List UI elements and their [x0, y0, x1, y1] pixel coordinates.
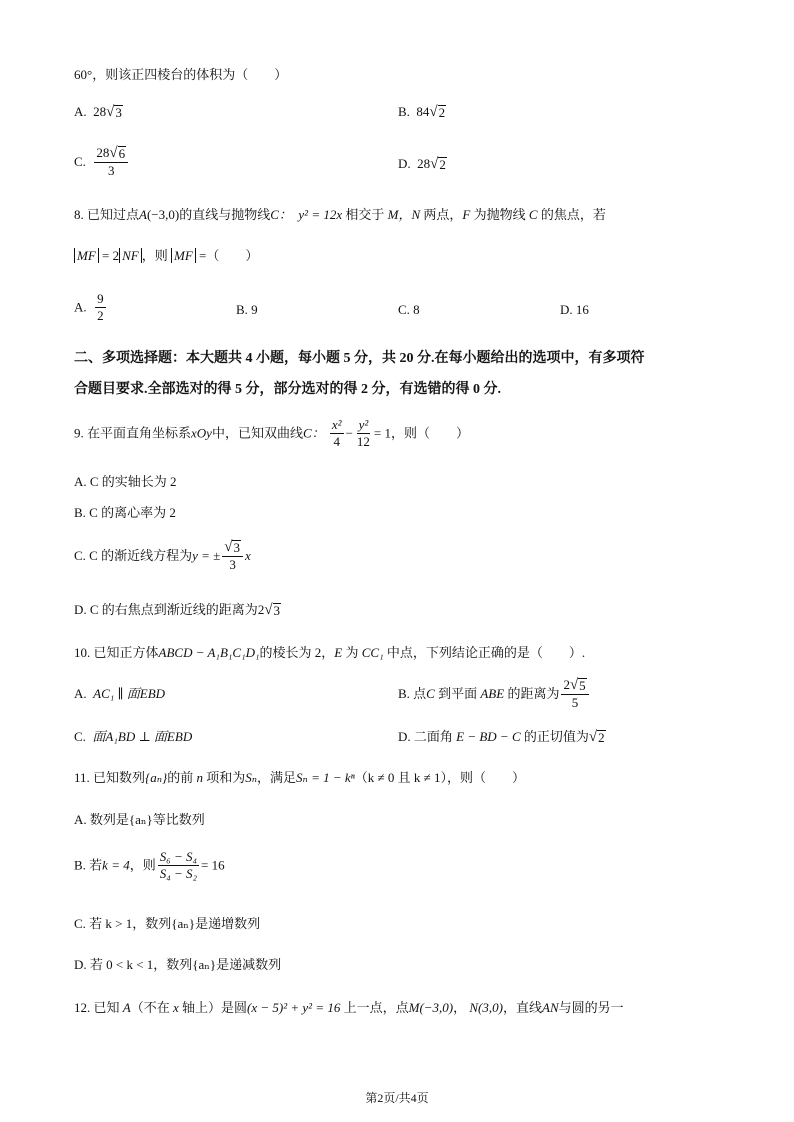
q9-option-a: A. C 的实轴长为 2 — [74, 474, 177, 489]
numerator: x² — [331, 417, 342, 432]
text: D. 二面角 — [398, 729, 453, 744]
text: 相交于 — [345, 207, 385, 222]
text: B. 点 — [398, 686, 427, 702]
math-abs: NF — [119, 248, 142, 263]
radicand: 5 — [579, 678, 586, 693]
question-number: 11. — [74, 770, 90, 785]
number: 28 — [96, 145, 110, 160]
text: 的棱长为 2， — [259, 645, 335, 660]
q11-option-d: D. 若 0 < k < 1，数列{aₙ}是递减数列 — [74, 957, 282, 972]
fraction: 28 √ 6 3 — [94, 146, 128, 178]
text: =（ ） — [199, 248, 259, 263]
text: B. 若 — [74, 857, 103, 873]
option-label: A. — [74, 104, 87, 119]
math: (−3,0) — [146, 207, 180, 222]
sqrt: √ 2 — [429, 104, 446, 120]
text: （k ≠ 0 且 k ≠ 1），则（ ） — [354, 770, 526, 785]
text: C. C 的渐近线方程为 — [74, 548, 193, 564]
q7-option-a — [74, 104, 123, 120]
text: 中点，下列结论正确的是（ ）. — [386, 645, 586, 660]
math: = 16 — [201, 857, 225, 873]
math: y² = 12x — [298, 207, 343, 222]
math: CC₁ — [361, 645, 384, 660]
text: 到平面 — [438, 686, 478, 702]
math: AN — [542, 1000, 559, 1015]
text: 轴上）是圆 — [182, 1000, 248, 1015]
math: ABCD − A₁B₁C₁D₁ — [158, 645, 260, 660]
q10-option-a — [74, 686, 165, 702]
text: 已知数列 — [93, 770, 146, 785]
text: 中，已知双曲线 — [211, 425, 303, 441]
sqrt: √ 3 — [106, 104, 122, 120]
option-label: C. — [74, 154, 86, 170]
q7-option-b — [398, 104, 446, 120]
math: N(3,0) — [469, 1000, 503, 1015]
math: x — [172, 1000, 179, 1015]
number: 2 — [563, 677, 570, 692]
numerator: 9 — [97, 291, 104, 306]
math: = 2 — [102, 248, 120, 263]
math: ABE — [480, 686, 505, 702]
radicand: 3 — [273, 603, 281, 618]
denominator: 4 — [333, 433, 340, 449]
fraction: √ 3 3 — [222, 540, 243, 572]
q9-option-d — [74, 602, 281, 618]
math: {aₙ} — [145, 770, 168, 785]
numerator: S₆ − S₄ — [159, 849, 198, 864]
math: AC₁ ∥ 面EBD — [93, 686, 166, 701]
text: 与圆的另一 — [558, 1000, 624, 1015]
math: C — [528, 207, 538, 222]
math: M，N — [387, 207, 421, 222]
radicand: 2 — [598, 730, 605, 745]
q9-option-c — [74, 540, 251, 572]
math: A — [139, 207, 147, 222]
text: 两点， — [423, 207, 463, 222]
text: D. C 的右焦点到渐近线的距离为 — [74, 602, 258, 617]
math: n — [196, 770, 203, 785]
option-label: B. — [398, 104, 410, 119]
text: （不在 — [130, 1000, 170, 1015]
math: A — [122, 1000, 131, 1015]
text: 在平面直角坐标系 — [87, 425, 192, 441]
math: (x − 5)² + y² = 16 — [247, 1000, 341, 1015]
q8-stem-line2 — [74, 248, 258, 264]
text: 为抛物线 — [473, 207, 526, 222]
denominator: 3 — [229, 557, 236, 573]
q10-option-c — [74, 729, 192, 745]
page-footer: 第2页/共4页 — [365, 1091, 429, 1105]
q10-option-b — [398, 678, 591, 710]
text: 的正切值为 — [523, 729, 589, 744]
text: 上一点，点 — [343, 1000, 409, 1015]
denominator: 2 — [97, 307, 104, 323]
number: 28 — [417, 156, 431, 171]
question-number: 8. — [74, 207, 84, 222]
section-heading-line1: 二、多项选择题：本大题共 4 小题，每小题 5 分，共 20 分.在每小题给出的选项中，有多项符 — [74, 351, 645, 366]
math: y = ± — [192, 548, 221, 564]
text: 的焦点，若 — [540, 207, 606, 222]
text: 的直线与抛物线 — [179, 207, 271, 222]
q7-option-d — [398, 156, 447, 172]
sqrt: √ 2 — [588, 729, 605, 745]
question-number: 10. — [74, 645, 91, 660]
option-label: C. — [74, 729, 86, 744]
option-label: A. — [74, 686, 87, 701]
radicand: 3 — [115, 105, 122, 120]
math: k = 4 — [102, 857, 130, 873]
q7-stem: 60°，则该正四棱台的体积为（ ） — [74, 67, 288, 82]
text: 项和为 — [206, 770, 246, 785]
q10-stem — [74, 645, 585, 661]
denominator: S₄ − S₂ — [159, 865, 198, 881]
math-abs: MF — [74, 248, 99, 263]
denominator: 3 — [108, 163, 115, 179]
math-abs: MF — [171, 248, 196, 263]
number: 28 — [93, 104, 107, 119]
text: 的前 — [167, 770, 194, 785]
option-label: D. — [398, 156, 411, 171]
option-label: A. — [74, 299, 87, 315]
denominator: 12 — [356, 433, 370, 449]
fraction — [330, 418, 344, 448]
math: F — [462, 207, 471, 222]
q7-option-c — [74, 146, 130, 178]
math: − — [345, 425, 353, 441]
fraction — [355, 418, 372, 448]
q8-option-d: D. 16 — [560, 302, 589, 317]
text: ，则 — [141, 248, 168, 263]
math: C — [426, 686, 435, 702]
math: C： — [270, 207, 292, 222]
math: Sₙ — [245, 770, 258, 785]
q10-option-d — [398, 729, 606, 745]
q8-option-b: B. 9 — [236, 302, 258, 317]
radicand: 2 — [438, 105, 446, 120]
text: 已知正方体 — [93, 645, 159, 660]
math: E — [334, 645, 343, 660]
q11-option-b — [74, 850, 225, 880]
question-number: 12. — [74, 1000, 91, 1015]
math: x — [244, 548, 251, 564]
math: C： — [302, 425, 325, 441]
q8-option-c: C. 8 — [398, 302, 420, 317]
numerator: y² — [358, 417, 369, 432]
question-number: 9. — [74, 425, 84, 441]
q11-option-c: C. 若 k > 1，数列{aₙ}是递增数列 — [74, 916, 261, 931]
q11-stem — [74, 770, 525, 786]
text: = 1，则（ ） — [373, 425, 469, 441]
denominator: 5 — [571, 695, 579, 711]
number: 84 — [416, 104, 430, 119]
text: 已知 — [93, 1000, 120, 1015]
text: ， — [453, 1000, 467, 1015]
text: ，直线 — [502, 1000, 542, 1015]
section-heading-line2: 合题目要求.全部选对的得 5 分，部分选对的得 2 分，有选错的得 0 分. — [74, 382, 501, 397]
fraction: 2 √ 5 5 — [561, 678, 588, 710]
math: xOy — [191, 425, 212, 441]
radicand: 3 — [233, 540, 240, 555]
number: 2 — [257, 602, 265, 617]
q9-option-b: B. C 的离心率为 2 — [74, 505, 176, 520]
text: ，则 — [129, 857, 156, 873]
math: E − BD − C — [456, 729, 521, 744]
sqrt: √ 3 — [264, 602, 281, 618]
fraction — [95, 292, 106, 322]
math: 面A₁BD ⊥ 面EBD — [92, 729, 193, 744]
q11-option-a: A. 数列是{aₙ}等比数列 — [74, 812, 205, 827]
radicand: 2 — [439, 157, 446, 172]
fraction — [158, 850, 199, 880]
q12-stem — [74, 1000, 624, 1016]
text: 已知过点 — [87, 207, 140, 222]
text: ，满足 — [257, 770, 297, 785]
math: Sₙ = 1 − kⁿ — [296, 770, 355, 785]
math: M(−3,0) — [408, 1000, 454, 1015]
text: 的距离为 — [507, 686, 560, 702]
text: 为 — [345, 645, 359, 660]
q9-stem — [74, 418, 469, 448]
radicand: 6 — [118, 146, 126, 161]
q8-stem-line1 — [74, 207, 606, 223]
sqrt: √ 2 — [430, 156, 446, 172]
q8-option-a — [74, 292, 108, 322]
